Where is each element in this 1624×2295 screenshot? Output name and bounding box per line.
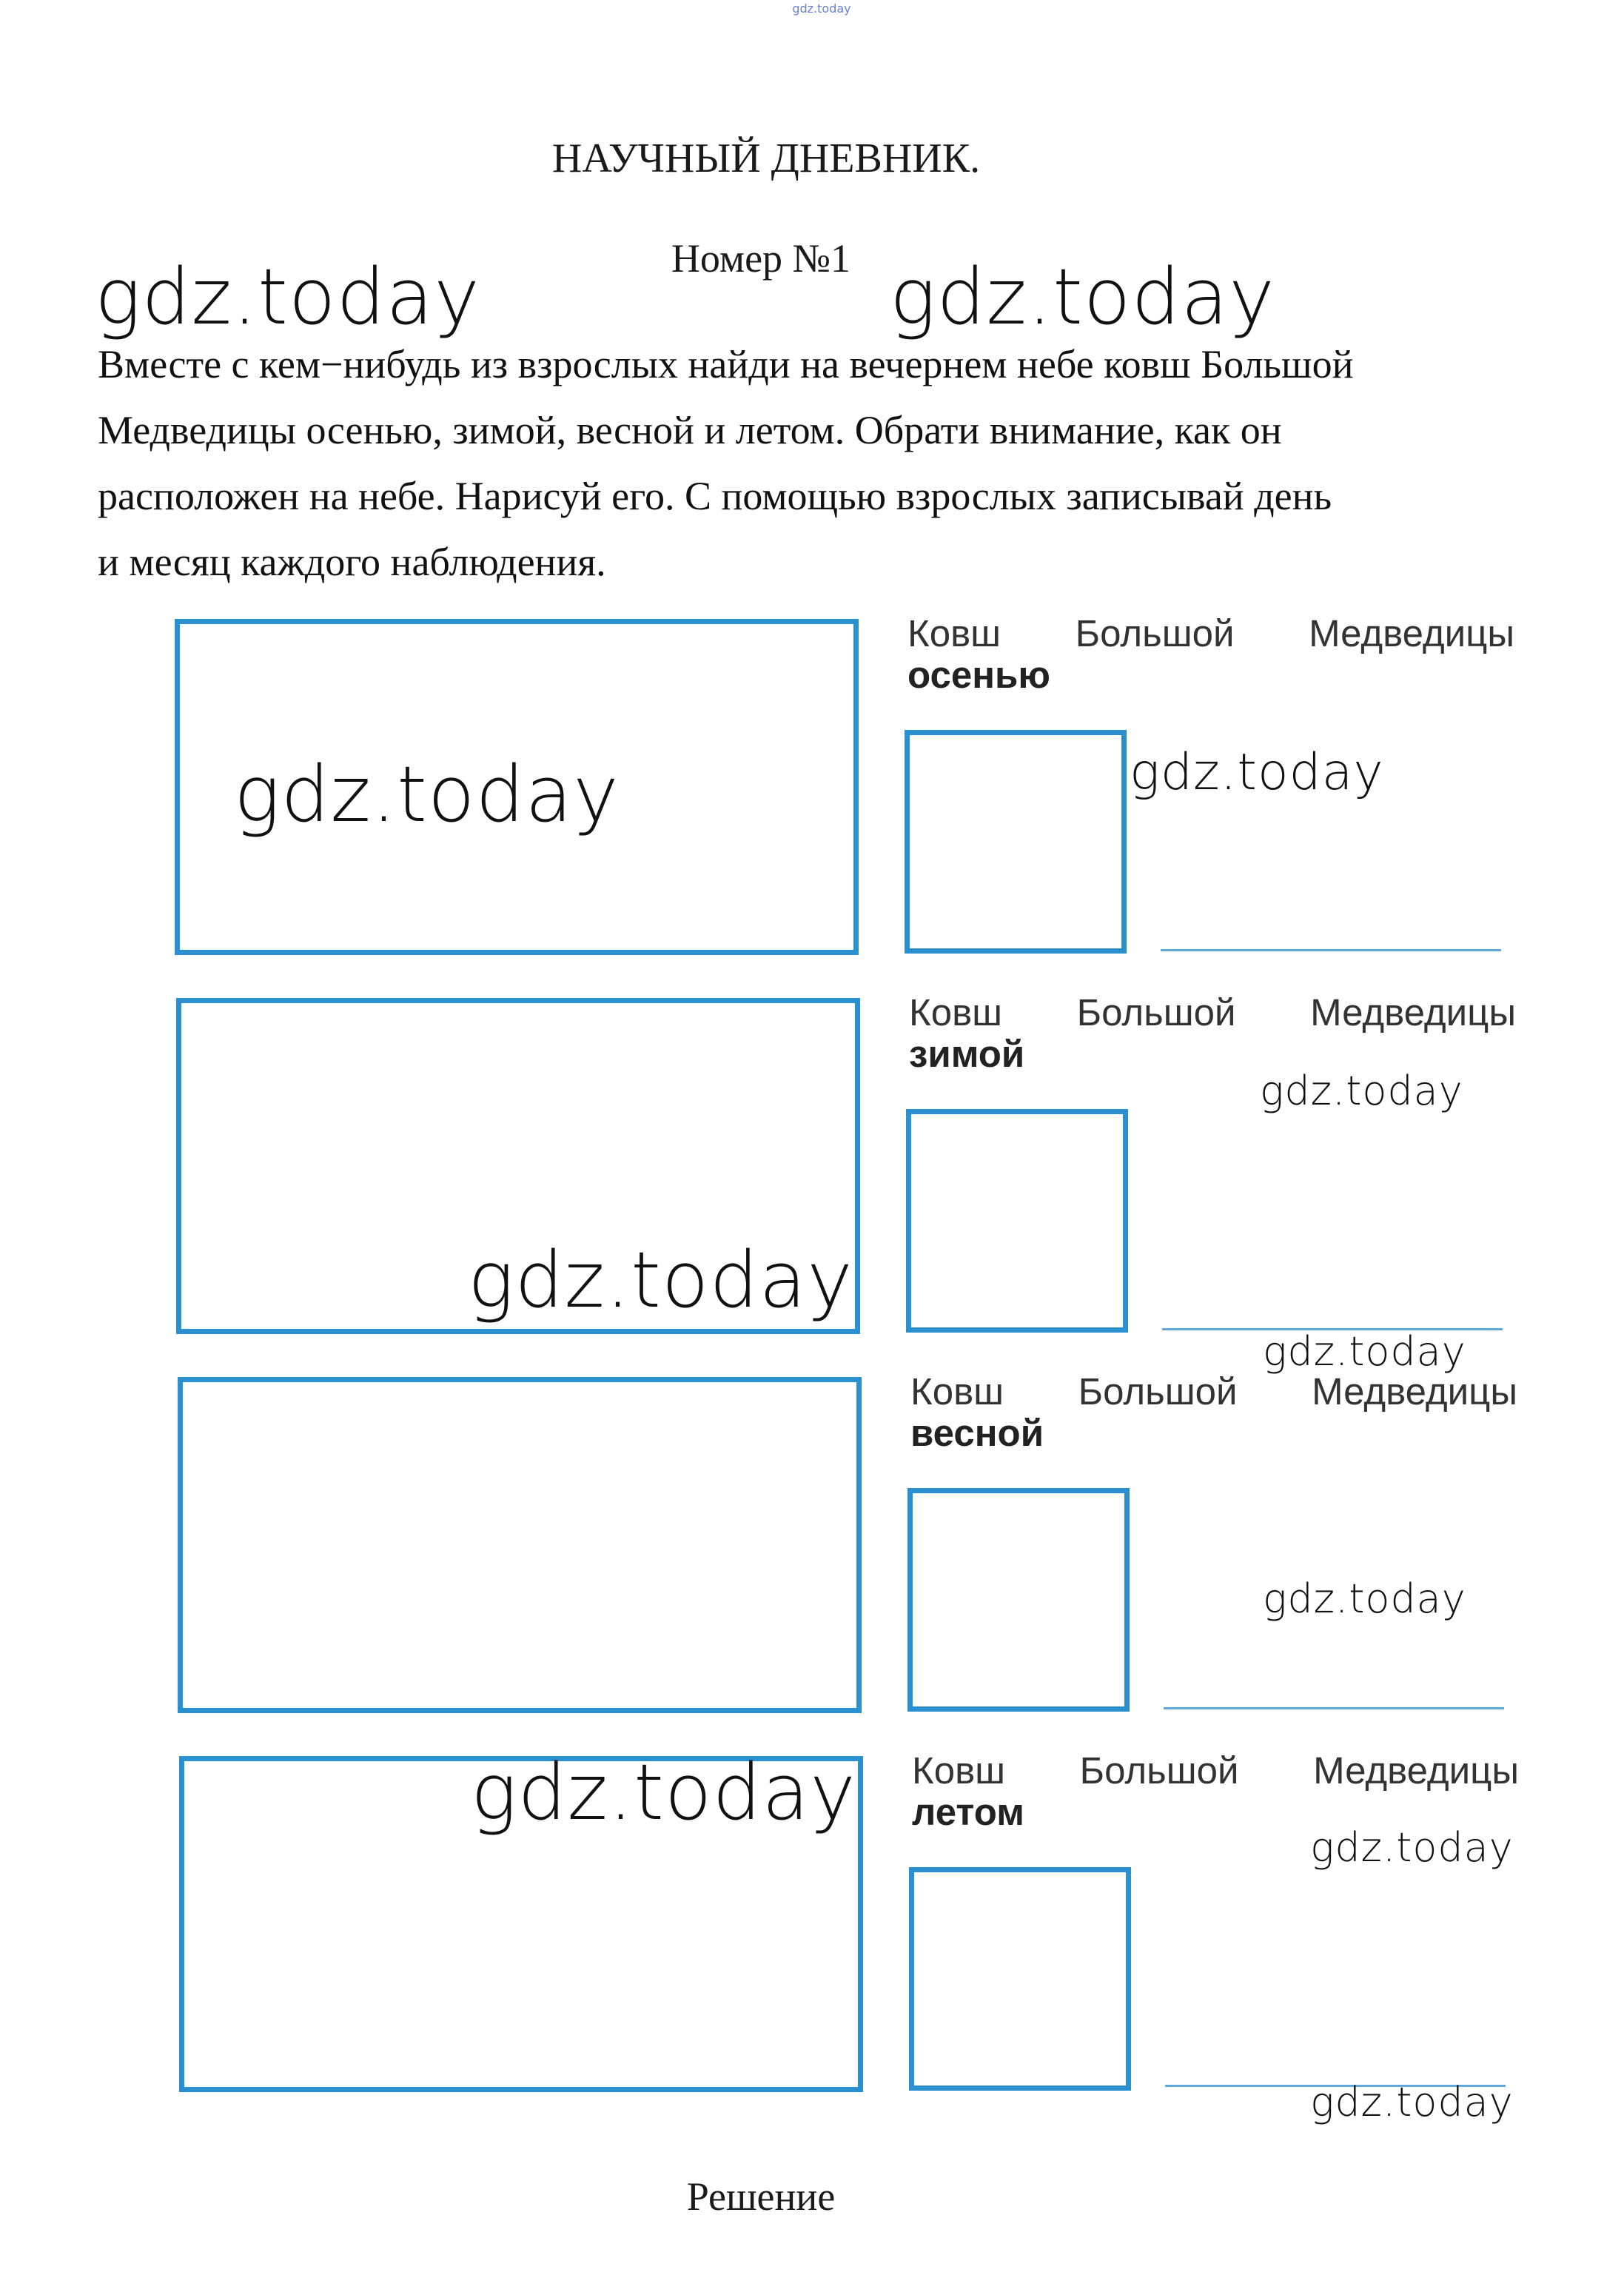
caption-word: Медведицы (1313, 1749, 1519, 1792)
drawing-frame-spring[interactable] (178, 1377, 862, 1713)
watermark: gdz.today (234, 749, 620, 840)
caption-word: Медведицы (1312, 1370, 1517, 1413)
caption-word: Большой (1075, 612, 1235, 654)
date-box-winter[interactable] (906, 1109, 1128, 1333)
watermark: gdz.today (1263, 1575, 1466, 1622)
caption-word: Большой (1076, 991, 1236, 1033)
date-box-spring[interactable] (907, 1488, 1130, 1712)
caption-word: Ковш (912, 1749, 1006, 1792)
caption-word: Ковш (910, 1370, 1004, 1413)
caption-word: Медведицы (1310, 991, 1516, 1033)
caption-autumn (907, 613, 1514, 696)
caption-word: Ковш (907, 612, 1001, 654)
season-label: зимой (909, 1033, 1025, 1075)
watermark: gdz.today (890, 252, 1275, 342)
date-line-spring[interactable] (1164, 1707, 1504, 1709)
date-box-autumn[interactable] (905, 730, 1127, 954)
watermark: gdz.today (468, 1235, 853, 1325)
caption-word: Большой (1078, 1370, 1238, 1413)
watermark: gdz.today (1130, 743, 1384, 802)
task-number: Номер №1 (671, 236, 851, 281)
date-box-summer[interactable] (909, 1867, 1131, 2091)
watermark: gdz.today (1260, 1068, 1463, 1114)
caption-spring (910, 1371, 1517, 1454)
page-title: НАУЧНЫЙ ДНЕВНИК. (551, 135, 981, 181)
caption-word: Медведицы (1309, 612, 1514, 654)
season-label: осенью (907, 654, 1050, 696)
watermark: gdz.today (95, 252, 480, 342)
watermark: gdz.today (1310, 1824, 1514, 1871)
caption-word: Большой (1079, 1749, 1239, 1792)
task-text: Вместе с кем−нибудь из взрослых найди на вечернем небе ковш Большой Медведицы осенью, зимой, весной и летом. Обрати внимание, как он расположен на небе. Нарисуй его. С помощью взрослых записывай день и месяц каждого наблюдения. (98, 342, 1354, 584)
caption-summer (912, 1750, 1519, 1833)
watermark: gdz.today (471, 1747, 856, 1837)
season-label: весной (910, 1412, 1044, 1454)
source-mark: gdz.today (792, 1, 851, 16)
caption-word: Ковш (909, 991, 1003, 1033)
watermark: gdz.today (1263, 1328, 1466, 1375)
date-line-autumn[interactable] (1161, 949, 1501, 951)
caption-winter (909, 992, 1516, 1075)
season-label: летом (912, 1791, 1024, 1833)
solution-label: Решение (686, 2174, 836, 2219)
watermark: gdz.today (1310, 2079, 1514, 2125)
